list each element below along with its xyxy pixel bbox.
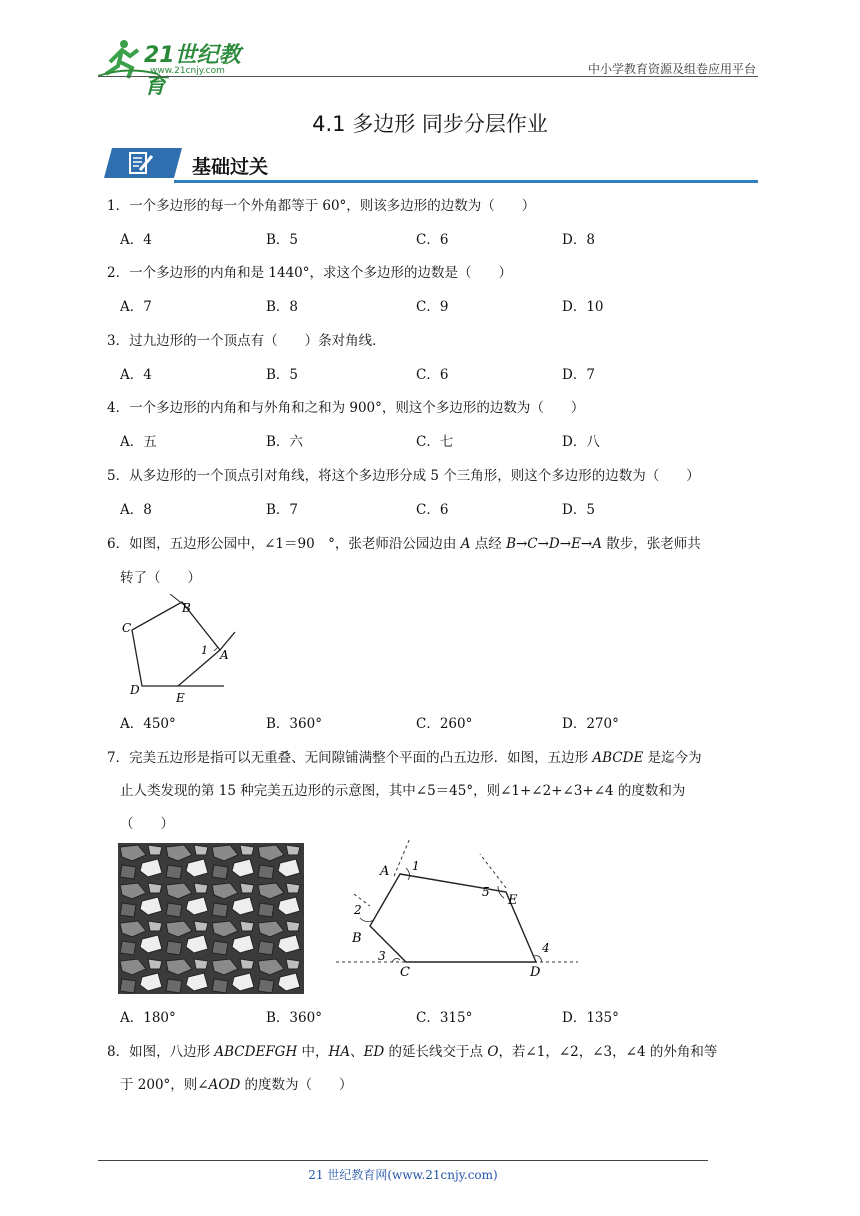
question-4: 4．一个多边形的内角和与外角和之和为 900°，则这个多边形的边数为（ ） (107, 400, 585, 416)
q3-option-d: D．7 (562, 367, 595, 383)
q2-option-a: A．7 (120, 299, 152, 315)
q3-option-a: A．4 (120, 367, 152, 383)
footer-text: 21 世纪教育网(www.21cnjy.com) (308, 1168, 498, 1182)
perfect-pentagon-diagram (334, 836, 582, 978)
q1-option-d: D．8 (562, 232, 595, 248)
question-6-continued: 转了（ ） (120, 570, 201, 586)
question-7: 7．完美五边形是指可以无重叠、无间隙铺满整个平面的凸五边形．如图，五边形 ABCDE 是迄今为 (107, 750, 702, 766)
svg-text:2: 2 (354, 903, 362, 917)
question-7-line-3: （ ） (120, 816, 174, 832)
question-5: 5．从多边形的一个顶点引对角线，将这个多边形分成 5 个三角形，则这个多边形的边数为（ ） (107, 468, 700, 484)
svg-text:5: 5 (482, 885, 490, 899)
q6-option-b: B．360° (266, 716, 322, 732)
pentagon-tiling-image (118, 843, 304, 994)
q2-option-d: D．10 (562, 299, 604, 315)
svg-text:A: A (380, 864, 390, 879)
q5-option-a: A．8 (120, 502, 152, 518)
q5-option-c: C．6 (416, 502, 449, 518)
q1-option-b: B．5 (266, 232, 299, 248)
platform-text: 中小学教育资源及组卷应用平台 (587, 62, 756, 76)
document-title: 4.1 多边形 同步分层作业 (312, 112, 548, 136)
q6-option-c: C．260° (416, 716, 473, 732)
logo-main-text: 21世纪教育 (144, 43, 241, 99)
q3-option-c: C．6 (416, 367, 449, 383)
logo-sub-text: www.21cnjy.com (150, 66, 225, 76)
pencil-note-icon (104, 146, 182, 180)
q7-option-b: B．360° (266, 1010, 322, 1026)
q5-option-d: D．5 (562, 502, 595, 518)
question-1: 1．一个多边形的每一个外角都等于 60°，则该多边形的边数为（ ） (107, 198, 536, 214)
header-divider (98, 76, 758, 77)
q4-option-a: A．五 (120, 434, 157, 450)
q4-option-c: C．七 (416, 434, 454, 450)
q4-option-d: D．八 (562, 434, 600, 450)
svg-text:E: E (176, 691, 185, 705)
svg-text:C: C (122, 621, 132, 635)
footer-divider (98, 1160, 708, 1161)
q5-option-b: B．7 (266, 502, 299, 518)
question-7-line-2: 止人类发现的第 15 种完美五边形的示意图，其中∠5＝45°，则∠1+∠2+∠3+∠4 的度数和为 (120, 783, 686, 799)
q4-option-b: B．六 (266, 434, 303, 450)
section-banner (104, 146, 758, 184)
svg-text:D: D (530, 965, 541, 978)
svg-text:1: 1 (201, 644, 208, 657)
svg-text:D: D (130, 683, 140, 697)
section-underline (174, 180, 758, 183)
q1-option-c: C．6 (416, 232, 449, 248)
question-2: 2．一个多边形的内角和是 1440°，求这个多边形的边数是（ ） (107, 265, 512, 281)
svg-text:3: 3 (378, 949, 386, 963)
svg-text:A: A (220, 648, 229, 662)
svg-text:E: E (508, 893, 518, 908)
pentagon-park-diagram (112, 594, 242, 706)
q1-option-a: A．4 (120, 232, 152, 248)
q3-option-b: B．5 (266, 367, 299, 383)
q2-option-c: C．9 (416, 299, 449, 315)
svg-text:C: C (400, 965, 410, 978)
q7-option-a: A．180° (120, 1010, 176, 1026)
q6-option-d: D．270° (562, 716, 619, 732)
q6-option-a: A．450° (120, 716, 176, 732)
question-8-line-2: 于 200°，则∠AOD 的度数为（ ） (120, 1077, 353, 1093)
q2-option-b: B．8 (266, 299, 299, 315)
question-3: 3．过九边形的一个顶点有（ ）条对角线． (107, 333, 386, 349)
svg-text:4: 4 (542, 941, 550, 955)
question-8: 8．如图，八边形 ABCDEFGH 中，HA、ED 的延长线交于点 O，若∠1，∠2，∠3，∠4 的外角和等 (107, 1044, 718, 1060)
svg-text:1: 1 (412, 859, 420, 873)
section-title: 基础过关 (192, 156, 269, 178)
q7-option-d: D．135° (562, 1010, 619, 1026)
question-6: 6．如图，五边形公园中，∠1＝90 °，张老师沿公园边由 A 点经 B→C→D→E→A 散步，张老师共 (107, 536, 701, 552)
q7-option-c: C．315° (416, 1010, 473, 1026)
site-logo (98, 36, 258, 99)
svg-text:B: B (352, 931, 362, 946)
svg-text:B: B (182, 601, 191, 615)
